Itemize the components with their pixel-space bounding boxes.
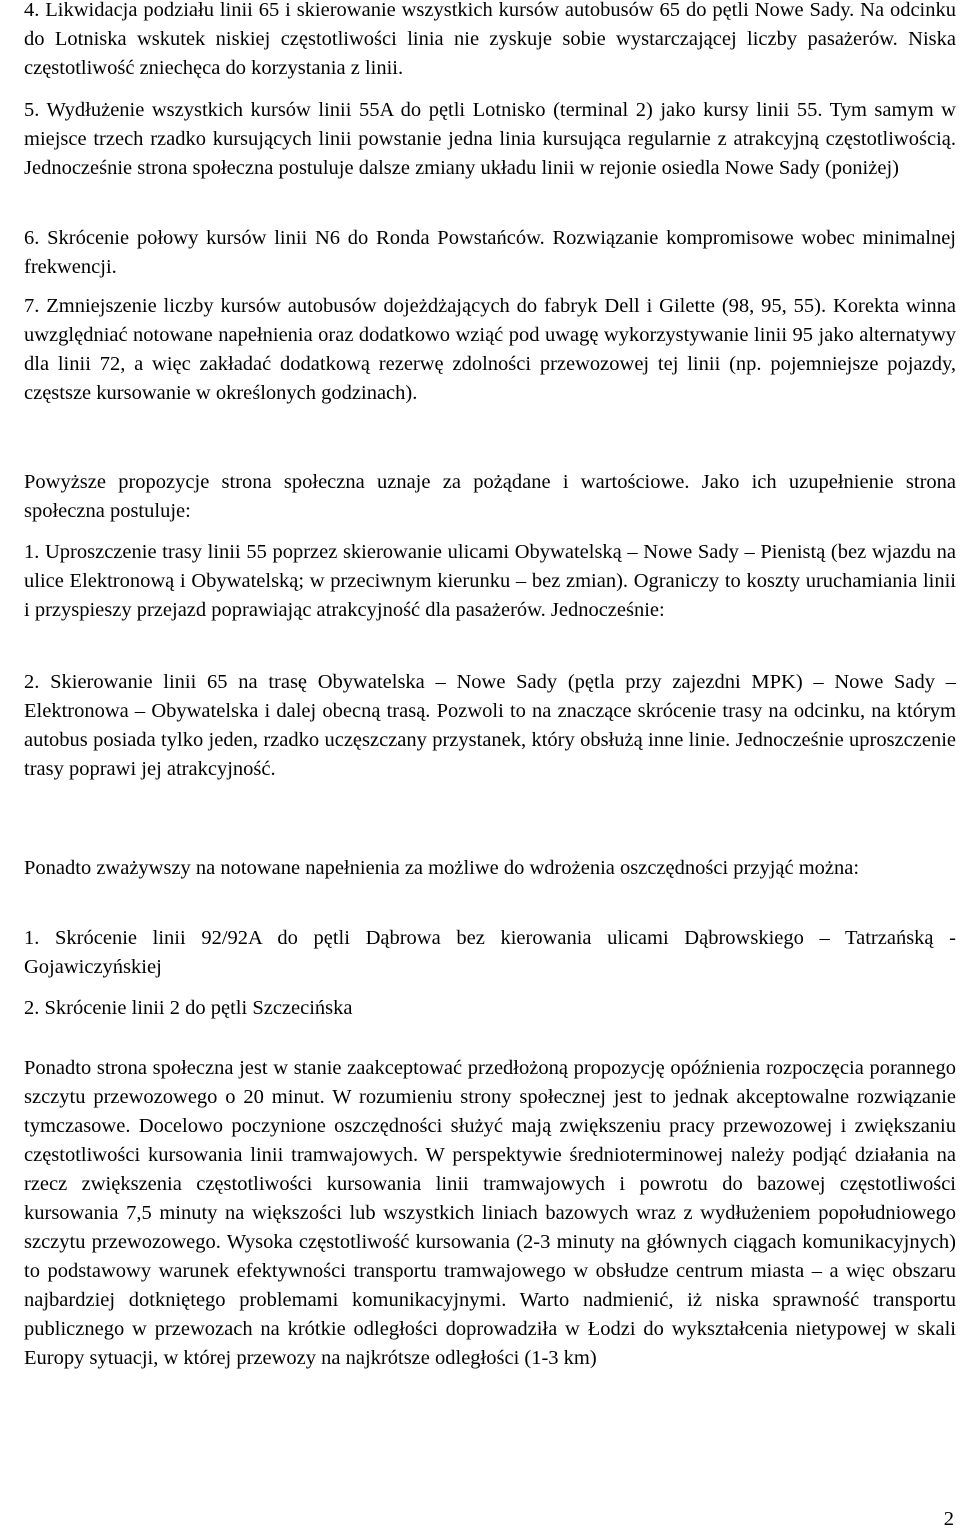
paragraph-item-5: 5. Wydłużenie wszystkich kursów linii 55A do pętli Lotnisko (terminal 2) jako kursy linii 55. Tym samym w miejsce trzech rzadko kursujących linii powstanie jedna linia kursująca regularnie z atrakcyjną częstotliwością. Jednocześnie strona społeczna postuluje dalsze zmiany układu linii w rejonie osiedla Nowe Sady (poniżej)	[24, 99, 956, 179]
paragraph-item-6: 6. Skrócenie połowy kursów linii N6 do Ronda Powstańców. Rozwiązanie kompromisowe wobec minimalnej frekwencji.	[24, 227, 956, 278]
paragraph-postulate-2: 2. Skierowanie linii 65 na trasę Obywatelska – Nowe Sady (pętla przy zajezdni MPK) – Nowe Sady – Elektronowa – Obywatelska i dalej obecną trasą. Pozwoli to na znaczące skrócenie trasy na odcinku, na którym autobus posiada tylko jeden, rzadko uczęszczany przystanek, który obsłużą inne linie. Jednocześnie uproszczenie trasy poprawi jej atrakcyjność.	[24, 671, 956, 780]
paragraph-conclusion: Ponadto strona społeczna jest w stanie zaakceptować przedłożoną propozycję opóźnienia rozpoczęcia porannego szczytu przewozowego o 20 minut. W rozumieniu strony społecznej jest to jednak akceptowalne rozwiązanie tymczasowe. Docelowo poczynione oszczędności służyć mają zwiększeniu pracy przewozowej i zwiększaniu częstotliwości kursowania linii tramwajowych. W perspektywie średnioterminowej należy podjąć działania na rzecz zwiększenia częstotliwości kursowania linii tramwajowych i powrotu do bazowej częstotliwości kursowania 7,5 minuty na większości lub wszystkich liniach bazowych wraz z wydłużeniem popołudniowego szczytu przewozowego. Wysoka częstotliwość kursowania (2-3 minuty na głównych ciągach komunikacyjnych) to podstawowy warunek efektywności transportu tramwajowego w obsłudze centrum miasta – a więc obszaru najbardziej dotkniętego problemami komunikacyjnymi. Warto nadmienić, iż niska sprawność transportu publicznego w przewozach na krótkie odległości doprowadziła w Łodzi do wykształcenia nietypowej w skali Europy sytuacji, w której przewozy na najkrótsze odległości (1-3 km)	[24, 1057, 956, 1369]
page-number: 2	[943, 1508, 954, 1530]
paragraph-item-7: 7. Zmniejszenie liczby kursów autobusów dojeżdżających do fabryk Dell i Gilette (98, 95, 55). Korekta winna uwzględniać notowane napełnienia oraz dodatkowo wziąć pod uwagę wykorzystywanie linii 95 jako alternatywy dla linii 72, a więc zakładać dodatkową rezerwę zdolności przewozowej tej linii (np. pojemniejsze pojazdy, częstsze kursowanie w określonych godzinach).	[24, 295, 956, 404]
paragraph-postulate-1: 1. Uproszczenie trasy linii 55 poprzez skierowanie ulicami Obywatelską – Nowe Sady – Pienistą (bez wjazdu na ulice Elektronową i Obywatelską; w przeciwnym kierunku – bez zmian). Ograniczy to koszty uruchamiania linii i przyspieszy przejazd poprawiając atrakcyjność dla pasażerów. Jednocześnie:	[24, 541, 956, 621]
paragraph-savings-2: 2. Skrócenie linii 2 do pętli Szczecińska	[24, 997, 353, 1019]
paragraph-summary: Powyższe propozycje strona społeczna uznaje za pożądane i wartościowe. Jako ich uzupełnienie strona społeczna postuluje:	[24, 471, 956, 522]
paragraph-savings-1: 1. Skrócenie linii 92/92A do pętli Dąbrowa bez kierowania ulicami Dąbrowskiego – Tatrzańską - Gojawiczyńskiej	[24, 927, 956, 978]
paragraph-item-4: 4. Likwidacja podziału linii 65 i skierowanie wszystkich kursów autobusów 65 do pętli Nowe Sady. Na odcinku do Lotniska wskutek niskiej częstotliwości linia nie zyskuje sobie wystarczającej liczby pasażerów. Niska częstotliwość zniechęca do korzystania z linii.	[24, 0, 956, 79]
paragraph-savings-intro: Ponadto zważywszy na notowane napełnienia za możliwe do wdrożenia oszczędności przyjąć można:	[24, 857, 860, 879]
